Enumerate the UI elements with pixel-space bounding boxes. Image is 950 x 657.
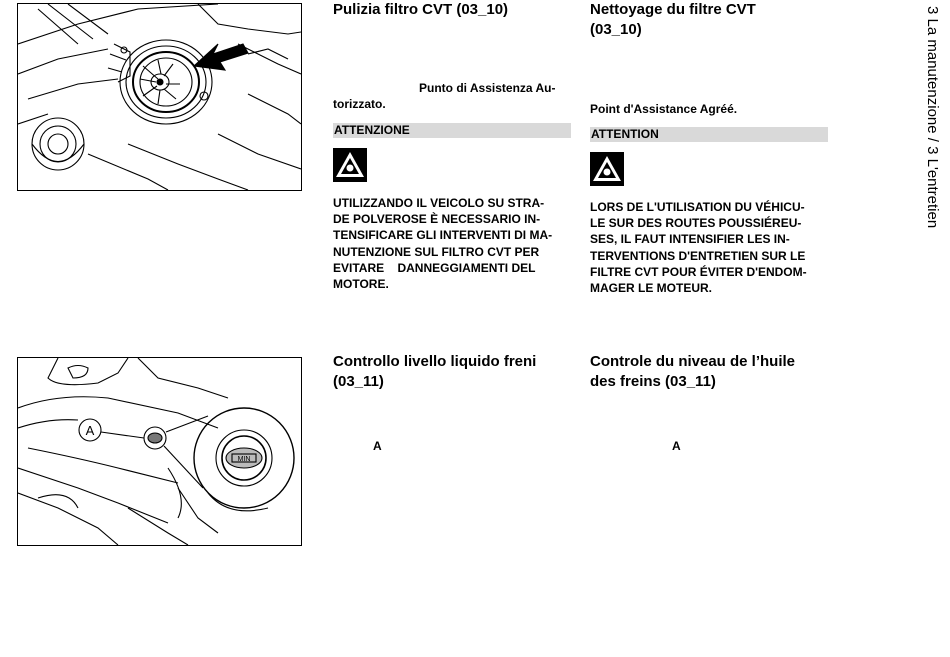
cap-marking: MIN bbox=[237, 456, 251, 463]
section1-it-title bbox=[333, 0, 573, 20]
warning-line: LORS DE L'UTILISATION DU VÉHICU- bbox=[590, 200, 805, 214]
note-line: Point d'Assistance Agréé. bbox=[590, 102, 738, 116]
title-line: (03_10) bbox=[590, 21, 642, 38]
section2-fr-ref: A bbox=[672, 439, 681, 453]
figure-cvt-filter bbox=[17, 3, 302, 191]
note-line: torizzato. bbox=[333, 97, 386, 111]
warning-icon bbox=[590, 152, 624, 186]
title-line: Pulizia filtro CVT (03_10) bbox=[333, 1, 509, 18]
warning-line: UTILIZZANDO IL VEICOLO SU STRA- bbox=[333, 196, 545, 210]
warning-line: LE SUR DES ROUTES POUSSIÉREU- bbox=[590, 216, 802, 231]
section1-fr-title bbox=[590, 0, 830, 40]
warning-line: SES, IL FAUT INTENSIFIER LES IN- bbox=[590, 232, 790, 247]
warning-icon bbox=[333, 148, 367, 182]
figure-brake-fluid bbox=[17, 357, 302, 546]
section1-fr-service-note bbox=[590, 101, 830, 117]
section2-it-ref: A bbox=[373, 439, 382, 453]
note-line: Punto di Assistenza Au- bbox=[419, 81, 556, 95]
warning-line: MOTORE. bbox=[333, 277, 389, 292]
side-chapter-header: 3 La manutenzione / 3 L'entretien bbox=[924, 6, 941, 229]
warning-line: DE POLVEROSE È NECESSARIO IN- bbox=[333, 212, 541, 227]
title-line: des freins (03_11) bbox=[590, 373, 716, 390]
section1-it-service-note bbox=[333, 80, 573, 112]
title-line: Controle du niveau de l’huile bbox=[590, 353, 796, 370]
section1-fr-warning-text bbox=[590, 199, 835, 296]
warning-line: TERVENTIONS D'ENTRETIEN SUR LE bbox=[590, 248, 806, 263]
section1-it-warning-text bbox=[333, 195, 578, 292]
warning-line: FILTRE CVT POUR ÉVITER D'ENDOM- bbox=[590, 264, 807, 279]
title-line: (03_11) bbox=[333, 373, 384, 390]
warning-line: NUTENZIONE SUL FILTRO CVT PER bbox=[333, 244, 540, 259]
section1-fr-warning-label: ATTENTION bbox=[590, 127, 828, 142]
section2-it-title bbox=[333, 352, 578, 392]
title-line: Nettoyage du filtre CVT bbox=[590, 1, 756, 18]
section1-it-warning-label: ATTENZIONE bbox=[333, 123, 571, 138]
callout-a: A bbox=[85, 423, 95, 438]
warning-line: TENSIFICARE GLI INTERVENTI DI MA- bbox=[333, 228, 553, 243]
warning-line: EVITARE DANNEGGIAMENTI DEL bbox=[333, 260, 536, 275]
section2-fr-title bbox=[590, 352, 835, 392]
title-line: Controllo livello liquido freni bbox=[333, 353, 537, 370]
warning-line: MAGER LE MOTEUR. bbox=[590, 281, 712, 296]
